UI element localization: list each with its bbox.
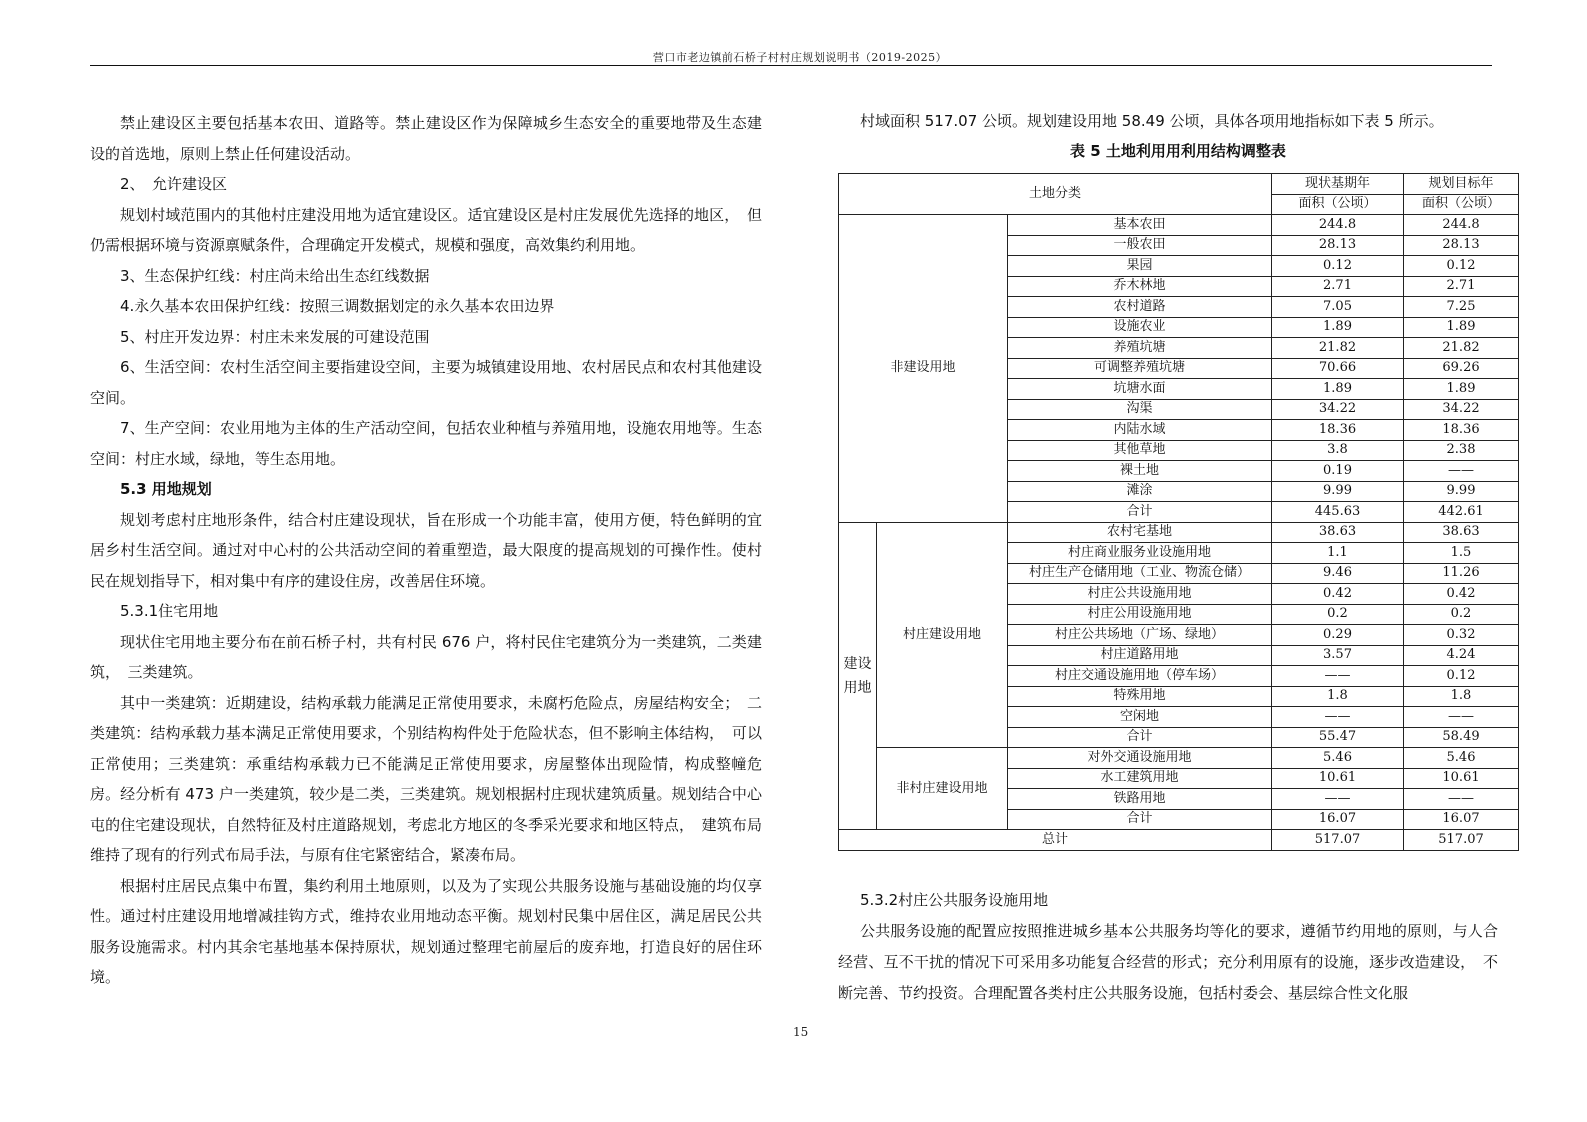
group-non-build: 非建设用地 (839, 215, 1008, 523)
cell-target-area: 442.61 (1404, 502, 1519, 523)
table-intro-text: 村域面积 517.07 公顷。规划建设用地 58.49 公顷，具体各项用地指标如下表 5 所示。 (860, 112, 1444, 130)
body-paragraph: 规划考虑村庄地形条件，结合村庄建设现状，旨在形成一个功能丰富，使用方便，特色鲜明的宜居乡村生活空间。通过对中心村的公共活动空间的着重塑造，最大限度的提高规划的可操作性。使村民在规划指导下，相对集中有序的建设住房，改善居住环境。 (90, 510, 762, 590)
cell-category: 特殊用地 (1008, 686, 1272, 707)
table-header-row (839, 174, 1519, 195)
header-base-year: 现状基期年 (1272, 174, 1404, 195)
cell-base-area: —— (1272, 789, 1404, 810)
body-paragraph: 禁止建设区主要包括基本农田、道路等。禁止建设区作为保障城乡生态安全的重要地带及生态建设的首选地，原则上禁止任何建设活动。 (90, 114, 762, 163)
header-unit-base: 面积（公顷） (1272, 194, 1404, 215)
body-paragraph: 4.永久基本农田保护红线：按照三调数据划定的永久基本农田边界 (120, 297, 555, 315)
running-header: 营口市老边镇前石桥子村村庄规划说明书（2019-2025） (652, 51, 948, 64)
cell-base-area: 5.46 (1272, 748, 1404, 769)
cell-base-area: 34.22 (1272, 399, 1404, 420)
group-build: 建设用地 (839, 522, 877, 830)
cell-category: 合计 (1008, 502, 1272, 523)
body-paragraph: 5.3.1住宅用地 (120, 602, 219, 620)
land-use-table (838, 173, 1518, 851)
right-column (838, 108, 1528, 164)
cell-target-area: 2.71 (1404, 276, 1519, 297)
cell-category: 一般农田 (1008, 235, 1272, 256)
cell-category: 沟渠 (1008, 399, 1272, 420)
cell-base-area: 244.8 (1272, 215, 1404, 236)
lower-right-text (838, 885, 1498, 1009)
body-paragraph: 6、生活空间：农村生活空间主要指建设空间，主要为城镇建设用地、农村居民点和农村其他建设空间。 (90, 358, 762, 407)
cell-target-area: 38.63 (1404, 522, 1519, 543)
body-paragraph: 2、 允许建设区 (120, 175, 228, 193)
cell-target-area: 9.99 (1404, 481, 1519, 502)
cell-category: 其他草地 (1008, 440, 1272, 461)
cell-target-area: —— (1404, 707, 1519, 728)
cell-target-area: 34.22 (1404, 399, 1519, 420)
cell-target-area: 58.49 (1404, 727, 1519, 748)
cell-total-target: 517.07 (1404, 830, 1519, 851)
header-category: 土地分类 (839, 174, 1272, 215)
cell-target-area: 69.26 (1404, 358, 1519, 379)
cell-target-area: 0.2 (1404, 604, 1519, 625)
table-row (839, 748, 1519, 769)
cell-category: 裸土地 (1008, 461, 1272, 482)
cell-target-area: 21.82 (1404, 338, 1519, 359)
cell-category: 基本农田 (1008, 215, 1272, 236)
cell-base-area: 0.42 (1272, 584, 1404, 605)
cell-category: 乔木林地 (1008, 276, 1272, 297)
cell-base-area: 0.29 (1272, 625, 1404, 646)
cell-target-area: 244.8 (1404, 215, 1519, 236)
cell-category: 空闲地 (1008, 707, 1272, 728)
cell-target-area: 0.32 (1404, 625, 1519, 646)
cell-category: 养殖坑塘 (1008, 338, 1272, 359)
cell-base-area: 55.47 (1272, 727, 1404, 748)
cell-target-area: 11.26 (1404, 563, 1519, 584)
cell-target-area: 4.24 (1404, 645, 1519, 666)
header-target-year: 规划目标年 (1404, 174, 1519, 195)
cell-target-area: 16.07 (1404, 809, 1519, 830)
cell-category: 村庄公用设施用地 (1008, 604, 1272, 625)
body-paragraph: 规划村域范围内的其他村庄建没用地为适宜建设区。适宜建设区是村庄发展优先选择的地区， 但仍需根据环境与资源禀赋条件，合理确定开发模式，规模和强度，高效集约利用地。 (90, 205, 762, 254)
cell-base-area: 9.46 (1272, 563, 1404, 584)
cell-category: 滩涂 (1008, 481, 1272, 502)
body-paragraph: 3、生态保护红线：村庄尚未给出生态红线数据 (120, 266, 430, 285)
cell-category: 内陆水域 (1008, 420, 1272, 441)
table-row (839, 215, 1519, 236)
cell-category: 可调整养殖坑塘 (1008, 358, 1272, 379)
body-paragraph: 5、村庄开发边界：村庄未来发展的可建设范围 (120, 327, 430, 346)
cell-target-area: 0.12 (1404, 666, 1519, 687)
cell-category: 设施农业 (1008, 317, 1272, 338)
cell-category: 村庄公共设施用地 (1008, 584, 1272, 605)
cell-base-area: 0.12 (1272, 256, 1404, 277)
cell-category: 果园 (1008, 256, 1272, 277)
cell-target-area: —— (1404, 789, 1519, 810)
header-unit-target: 面积（公顷） (1404, 194, 1519, 215)
cell-target-area: 1.89 (1404, 379, 1519, 400)
cell-base-area: 3.57 (1272, 645, 1404, 666)
subgroup-non-village-build: 非村庄建设用地 (877, 748, 1008, 830)
body-paragraph: 公共服务设施的配置应按照推进城乡基本公共服务均等化的要求，遵循节约用地的原则，与人合经营、互不干扰的情况下可采用多功能复合经营的形式；充分利用原有的设施，逐步改造建设， 不断完善、节约投资。合理配置各类村庄公共服务设施，包括村委会、基层综合性文化服 (838, 922, 1498, 1002)
cell-target-area: 18.36 (1404, 420, 1519, 441)
cell-category: 合计 (1008, 809, 1272, 830)
cell-target-area: 2.38 (1404, 440, 1519, 461)
table-total-row (839, 830, 1519, 851)
page-number: 15 (793, 1025, 809, 1039)
cell-category: 水工建筑用地 (1008, 768, 1272, 789)
body-paragraph: 根据村庄居民点集中布置，集约利用土地原则，以及为了实现公共服务设施与基础设施的均仅享性。通过村庄建设用地增减挂钩方式，维持农业用地动态平衡。规划村民集中居住区，满足居民公共服务设施需求。村内其余宅基地基本保持原状，规划通过整理宅前屋后的废弃地，打造良好的居住环境。 (90, 876, 762, 986)
cell-target-area: 28.13 (1404, 235, 1519, 256)
cell-base-area: 1.1 (1272, 543, 1404, 564)
table-row (839, 522, 1519, 543)
cell-target-area: 5.46 (1404, 748, 1519, 769)
cell-base-area: 0.2 (1272, 604, 1404, 625)
cell-target-area: 0.12 (1404, 256, 1519, 277)
cell-base-area: 70.66 (1272, 358, 1404, 379)
body-paragraph: 7、生产空间：农业用地为主体的生产活动空间，包括农业种植与养殖用地，设施农用地等。生态空间：村庄水域，绿地，等生态用地。 (90, 419, 762, 468)
cell-category: 村庄公共场地（广场、绿地） (1008, 625, 1272, 646)
cell-base-area: 1.89 (1272, 317, 1404, 338)
cell-base-area: 0.19 (1272, 461, 1404, 482)
cell-target-area: 1.8 (1404, 686, 1519, 707)
cell-target-area: 10.61 (1404, 768, 1519, 789)
cell-base-area: 28.13 (1272, 235, 1404, 256)
cell-base-area: 10.61 (1272, 768, 1404, 789)
cell-base-area: 38.63 (1272, 522, 1404, 543)
cell-base-area: 1.89 (1272, 379, 1404, 400)
section-heading: 5.3 用地规划 (120, 480, 212, 498)
subgroup-village-build: 村庄建设用地 (877, 522, 1008, 748)
cell-base-area: 1.8 (1272, 686, 1404, 707)
cell-category: 村庄交通设施用地（停车场） (1008, 666, 1272, 687)
cell-category: 农村道路 (1008, 297, 1272, 318)
left-column (90, 108, 762, 993)
cell-total-base: 517.07 (1272, 830, 1404, 851)
body-paragraph: 现状住宅用地主要分布在前石桥子村，共有村民 676 户，将村民住宅建筑分为一类建筑，二类建筑， 三类建筑。 (90, 632, 762, 681)
header-rule (90, 65, 1492, 66)
cell-category: 村庄生产仓储用地（工业、物流仓储） (1008, 563, 1272, 584)
cell-base-area: 16.07 (1272, 809, 1404, 830)
body-paragraph: 其中一类建筑：近期建设，结构承载力能满足正常使用要求，未腐朽危险点，房屋结构安全； 二类建筑：结构承载力基本满足正常使用要求，个别结构构件处于危险状态，但不影响主体结构， 可以正常使用；三类建筑：承重结构承载力已不能满足正常使用要求，房屋整体出现险情，构成整幢危房。经分析有 473 户一类建筑，较少是二类，三类建筑。规划根据村庄现状建筑质量。规划结合中心屯的住宅建设现状，自然特征及村庄道路规划，考虑北方地区的冬季采光要求和地区特点， 建筑布局维持了现有的行列式布局手法，与原有住宅紧密结合，紧凑布局。 (90, 693, 762, 864)
body-paragraph: 5.3.2村庄公共服务设施用地 (860, 891, 1049, 909)
cell-category: 铁路用地 (1008, 789, 1272, 810)
cell-base-area: —— (1272, 707, 1404, 728)
cell-base-area: 21.82 (1272, 338, 1404, 359)
cell-target-area: —— (1404, 461, 1519, 482)
cell-base-area: 18.36 (1272, 420, 1404, 441)
table-caption: 表 5 土地利用用利用结构调整表 (1070, 142, 1286, 160)
cell-base-area: 3.8 (1272, 440, 1404, 461)
cell-base-area: —— (1272, 666, 1404, 687)
cell-target-area: 1.89 (1404, 317, 1519, 338)
cell-category: 村庄商业服务业设施用地 (1008, 543, 1272, 564)
cell-base-area: 7.05 (1272, 297, 1404, 318)
cell-category: 坑塘水面 (1008, 379, 1272, 400)
cell-category: 村庄道路用地 (1008, 645, 1272, 666)
cell-category: 对外交通设施用地 (1008, 748, 1272, 769)
cell-target-area: 0.42 (1404, 584, 1519, 605)
cell-base-area: 2.71 (1272, 276, 1404, 297)
cell-base-area: 9.99 (1272, 481, 1404, 502)
cell-base-area: 445.63 (1272, 502, 1404, 523)
cell-category: 农村宅基地 (1008, 522, 1272, 543)
cell-total-label: 总计 (839, 830, 1272, 851)
cell-target-area: 7.25 (1404, 297, 1519, 318)
cell-category: 合计 (1008, 727, 1272, 748)
cell-target-area: 1.5 (1404, 543, 1519, 564)
